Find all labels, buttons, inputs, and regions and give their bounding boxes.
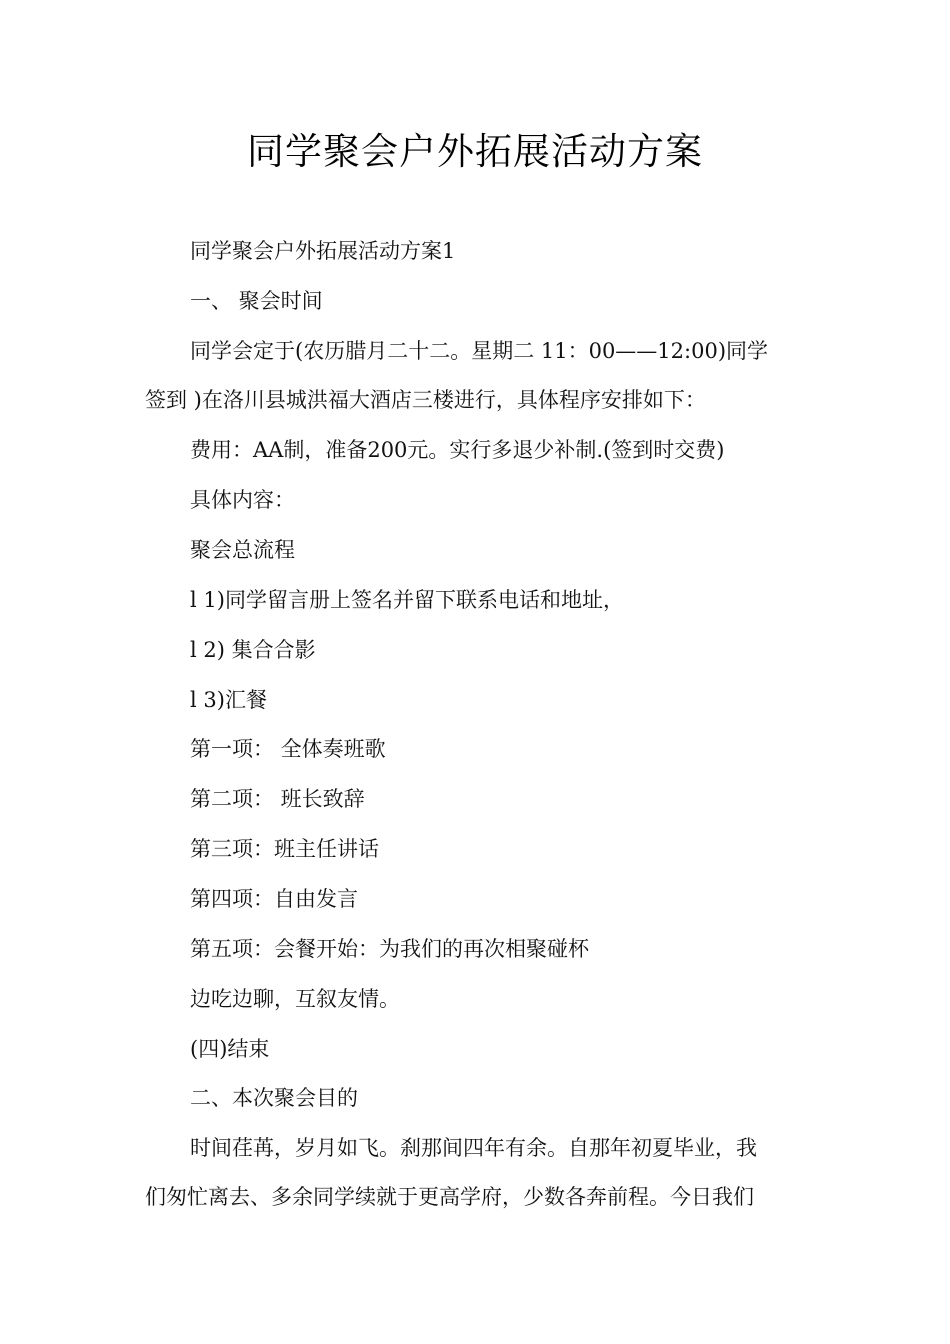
paragraph-line: 具体内容： — [190, 488, 295, 512]
paragraph-line: 签到 )在洛川县城洪福大酒店三楼进行，具体程序安排如下： — [145, 388, 706, 412]
paragraph-line: (四)结束 — [190, 1037, 270, 1061]
subsection-heading: 一、 聚会时间 — [190, 289, 323, 313]
list-item: l 2) 集合合影 — [190, 638, 316, 662]
list-item: 第三项：班主任讲话 — [190, 837, 379, 861]
list-item: 第一项： 全体奏班歌 — [190, 737, 386, 761]
paragraph-line: 聚会总流程 — [190, 538, 295, 562]
list-item: l 3)汇餐 — [190, 688, 267, 712]
subsection-heading: 二、本次聚会目的 — [190, 1086, 358, 1110]
section-heading: 同学聚会户外拓展活动方案1 — [190, 239, 456, 263]
paragraph-line: 同学会定于(农历腊月二十二。星期二 11：00——12:00)同学 — [190, 339, 769, 363]
list-item: l 1)同学留言册上签名并留下联系电话和地址， — [190, 588, 624, 612]
paragraph-line: 费用：AA制，准备200元。实行多退少补制.(签到时交费) — [190, 438, 725, 462]
paragraph-line: 时间荏苒，岁月如飞。刹那间四年有余。自那年初夏毕业，我 — [190, 1136, 757, 1160]
list-item: 第二项： 班长致辞 — [190, 787, 365, 811]
list-item: 第四项：自由发言 — [190, 887, 358, 911]
paragraph-line: 边吃边聊，互叙友情。 — [190, 987, 400, 1011]
paragraph-line: 们匆忙离去、多余同学续就于更高学府，少数各奔前程。今日我们 — [145, 1185, 754, 1209]
document-title: 同学聚会户外拓展活动方案 — [247, 130, 703, 173]
list-item: 第五项：会餐开始：为我们的再次相聚碰杯 — [190, 937, 589, 961]
